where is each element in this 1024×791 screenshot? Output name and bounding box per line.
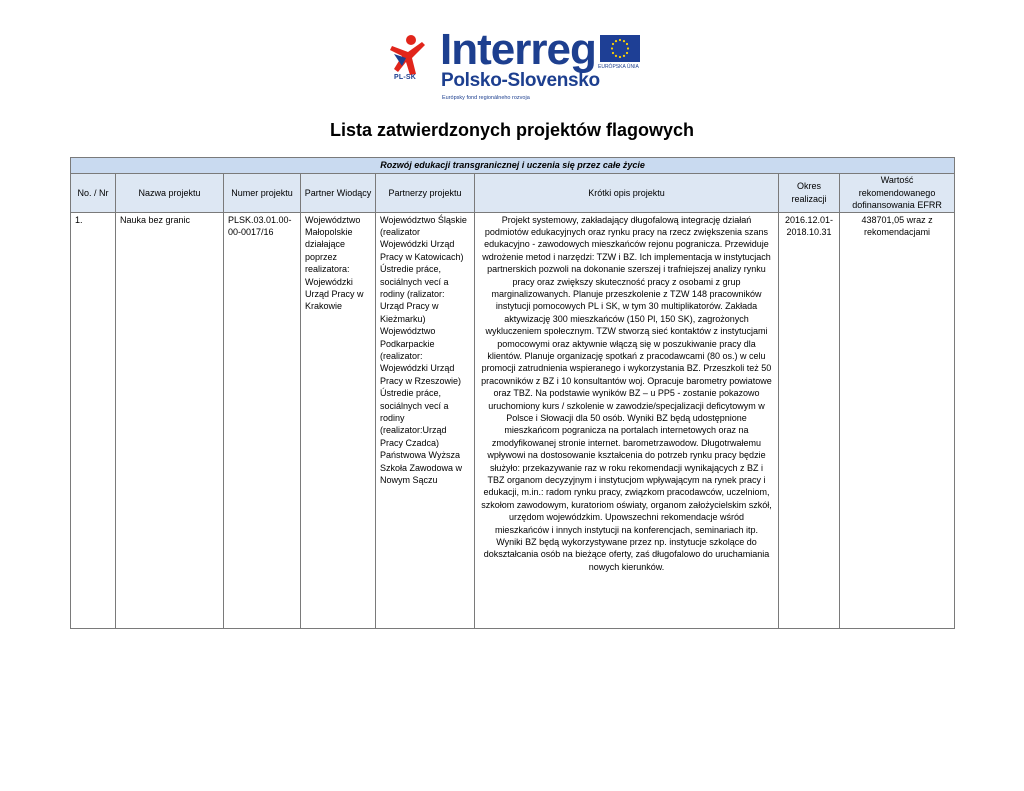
header-name: Nazwa projektu [116, 174, 224, 213]
header-period: Okres realizacji [779, 174, 840, 213]
header-partners: Partnerzy projektu [376, 174, 475, 213]
cell-description: Projekt systemowy, zakładający długofalową integrację działań podmiotów edukacyjnych oraz rynku pracy na rzecz zwiększenia szans edukacyjno - zawodowych mieszkańców rejonu pogranicza. Przewiduje wdrożenie metod i narzędzi: TZW i BZ. Ich implementacja w instytucjach partnerskich pozwoli na dokonanie szerszej i trafniejszej analizy rynku pracy oraz zwiększy skuteczność pracy z osobami z grup marginalizowanych. Planuje przeszkolenie z TZW 148 pracowników instytucji pomocowych PL i SK, w tym 30 multiplikatorów. Zakłada aktywizację 300 mieszkańców (150 Pl, 150 SK), zagrożonych wykluczeniem społecznym. TZW stworzą sieć kontaktów z instytucjami pomocowymi oraz aktywnie włączą się w poszukiwanie pracy dla klientów. Planuje organizację spotkań z pracodawcami (80 os.) w celu promocji zatrudnienia wspieranego i wykorzystania BZ. Przeszkoli też 50 pracowników z BZ i 10 konsultantów woj. Opracuje barometry powiatowe oraz TBZ. Na podstawie wyników BZ – u PP5 - zostanie pokazowo uruchomiony kurs / szkolenie w zawodzie/specjalizacji deficytowym w Polsce i Słowacji dla 50 osób. Wyniki BZ będą udostępnione mieszkańcom pogranicza na portalach internetowych oraz na zmodyfikowanej stronie internet. barometrzawodow. Długotrwałemu wpływowi na dostosowanie kształcenia do potrzeb rynku pracy będzie służyło: przekazywanie raz w roku rekomendacji wynikających z BZ i TBZ organom decyzyjnym i instytucjom wpływającym na rynek pracy i edukacji, m.in.: radom rynku pracy, związkom pracodawców, uczelniom, szkołom zawodowym, kuratoriom oświaty, organom założycielskim szkół, urzędom wojewódzkim. Upowszechni rekomendacje wśród mieszkańców i innych instytucji na konferencjach, seminariach itp. Wyniki BZ będą wykorzystywane przez np. instytucje szkolące do dokształcania osób na bieżące oferty, zaś długofalowo do uruchamiania nowych kierunków. [475, 212, 779, 628]
header-row [71, 174, 955, 213]
section-title: Rozwój edukacji transgranicznej i uczenia się przez całe życie [71, 158, 955, 174]
interreg-logo [388, 25, 650, 108]
eu-flag-icon [600, 35, 640, 62]
header-value: Wartość rekomendowanego dofinansowania EFRR [840, 174, 955, 213]
eu-label: EURÓPSKA ÚNIA [598, 64, 639, 70]
header-number: Numer projektu [224, 174, 301, 213]
cell-number: PLSK.03.01.00-00-0017/16 [224, 212, 301, 628]
fund-label: Európsky fond regionálneho rozvoja [442, 95, 530, 101]
header-description: Krótki opis projektu [475, 174, 779, 213]
cell-name: Nauka bez granic [116, 212, 224, 628]
section-row [71, 158, 955, 174]
page-title: Lista zatwierdzonych projektów flagowych [329, 120, 695, 140]
brand-name: Interreg [440, 25, 596, 74]
header-lead: Partner Wiodący [301, 174, 376, 213]
cell-partners: Województwo Śląskie (realizator Wojewódzki Urząd Pracy w Katowicach) Ústredie práce, sociálnych vecí a rodiny (ralizator: Urząd Pracy w Kieżmarku) Województwo Podkarpackie (realizator: Wojewódzki Urząd Pracy w Rzeszowie) Ústredie práce, sociálnych vecí a rodiny (realizator:Urząd Pracy Czadca) Państwowa Wyższa Szkoła Zawodowa w Nowym Sączu [376, 212, 475, 628]
brand-subtitle: Polsko-Slovensko [441, 70, 600, 91]
cell-period: 2016.12.01-2018.10.31 [779, 212, 840, 628]
pl-sk-label: PL-SK [394, 74, 416, 81]
cell-lead: Województwo Małopolskie działające poprzez realizatora: Wojewódzki Urząd Pracy w Krakowie [301, 212, 376, 628]
header-no: No. / Nr [71, 174, 116, 213]
cell-value: 438701,05 wraz z rekomendacjami [840, 212, 955, 628]
projects-table [70, 157, 955, 629]
cell-no: 1. [71, 212, 116, 628]
table-row [71, 212, 955, 628]
